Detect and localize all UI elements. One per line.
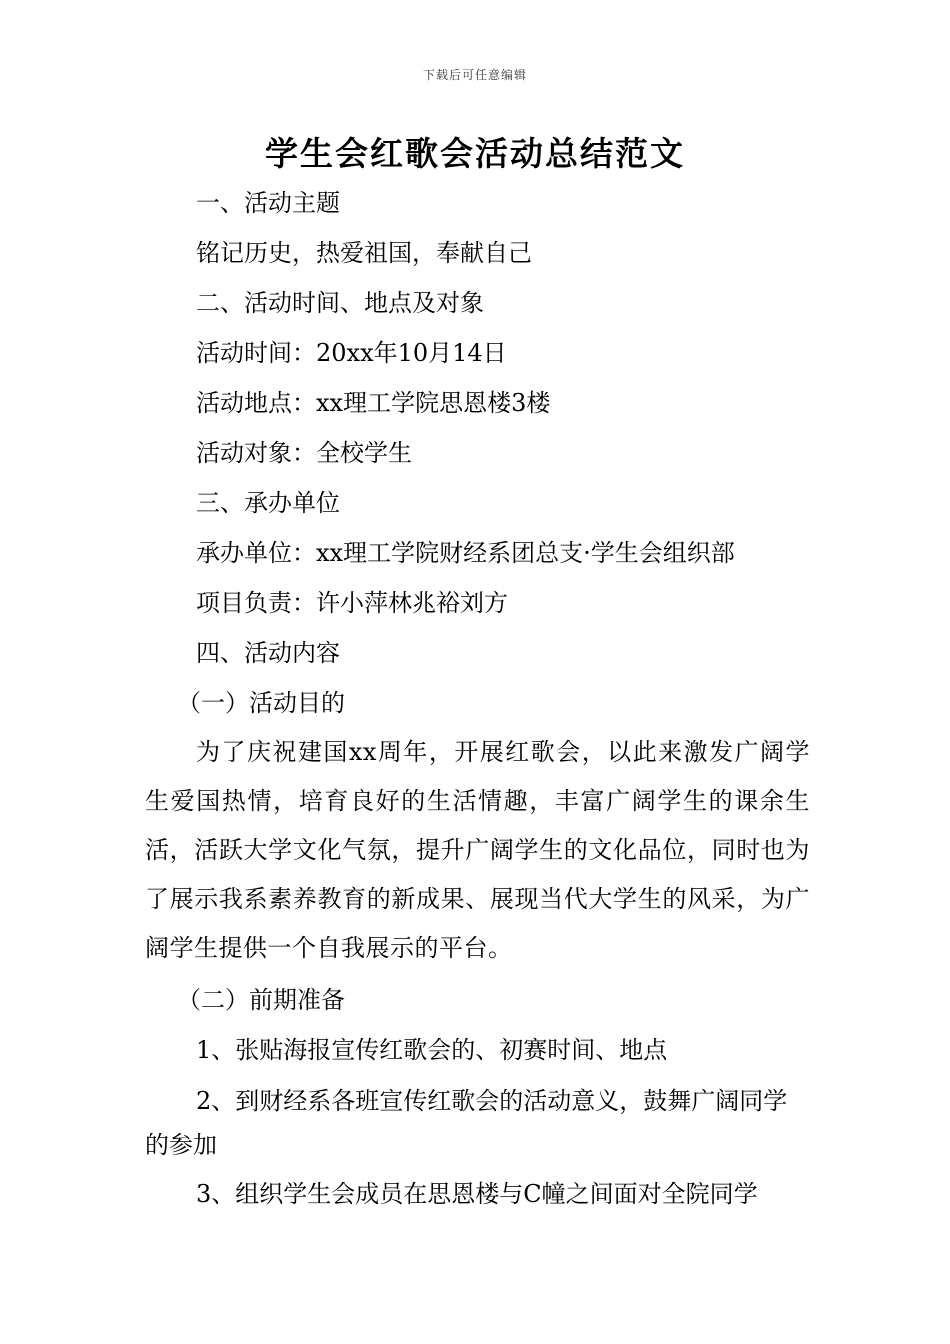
paragraph-time: 活动时间：20xx年10月14日 (196, 339, 507, 367)
list-item-2: 2、到财经系各班宣传红歌会的活动意义，鼓舞广阔同学的参加 (145, 1087, 788, 1159)
section-heading-time-place: 二、活动时间、地点及对象 (196, 289, 484, 317)
subsection-heading-purpose: （一）活动目的 (177, 689, 345, 717)
paragraph-place: 活动地点：xx理工学院思恩楼3楼 (196, 389, 551, 417)
subsection-heading-preparation: （二）前期准备 (177, 986, 345, 1014)
section-heading-content: 四、活动内容 (196, 639, 340, 667)
paragraph-theme: 铭记历史，热爱祖国，奉献自己 (196, 239, 532, 267)
section-heading-theme: 一、活动主题 (196, 189, 340, 217)
paragraph-purpose: 为了庆祝建国xx周年，开展红歌会，以此来激发广阔学生爱国热情，培育良好的生活情趣，丰富广阔学生的课余生活，活跃大学文化气氛，提升广阔学生的文化品位，同时也为了展示我系素养教育的新成果、展现当代大学生的风采，为广阔学生提供一个自我展示的平台。 (145, 738, 810, 962)
paragraph-audience: 活动对象：全校学生 (196, 439, 412, 467)
document-title: 学生会红歌会活动总结范文 (265, 134, 685, 173)
paragraph-project-lead: 项目负责：许小萍林兆裕刘方 (196, 589, 508, 617)
list-item-1: 1、张贴海报宣传红歌会的、初赛时间、地点 (196, 1036, 668, 1064)
list-item-3: 3、组织学生会成员在思恩楼与C幢之间面对全院同学 (196, 1180, 758, 1208)
paragraph-organizer: 承办单位：xx理工学院财经系团总支·学生会组织部 (196, 539, 735, 567)
document-body (145, 178, 810, 1219)
header-note: 下载后可任意编辑 (422, 68, 527, 82)
section-heading-organizer: 三、承办单位 (196, 489, 340, 517)
